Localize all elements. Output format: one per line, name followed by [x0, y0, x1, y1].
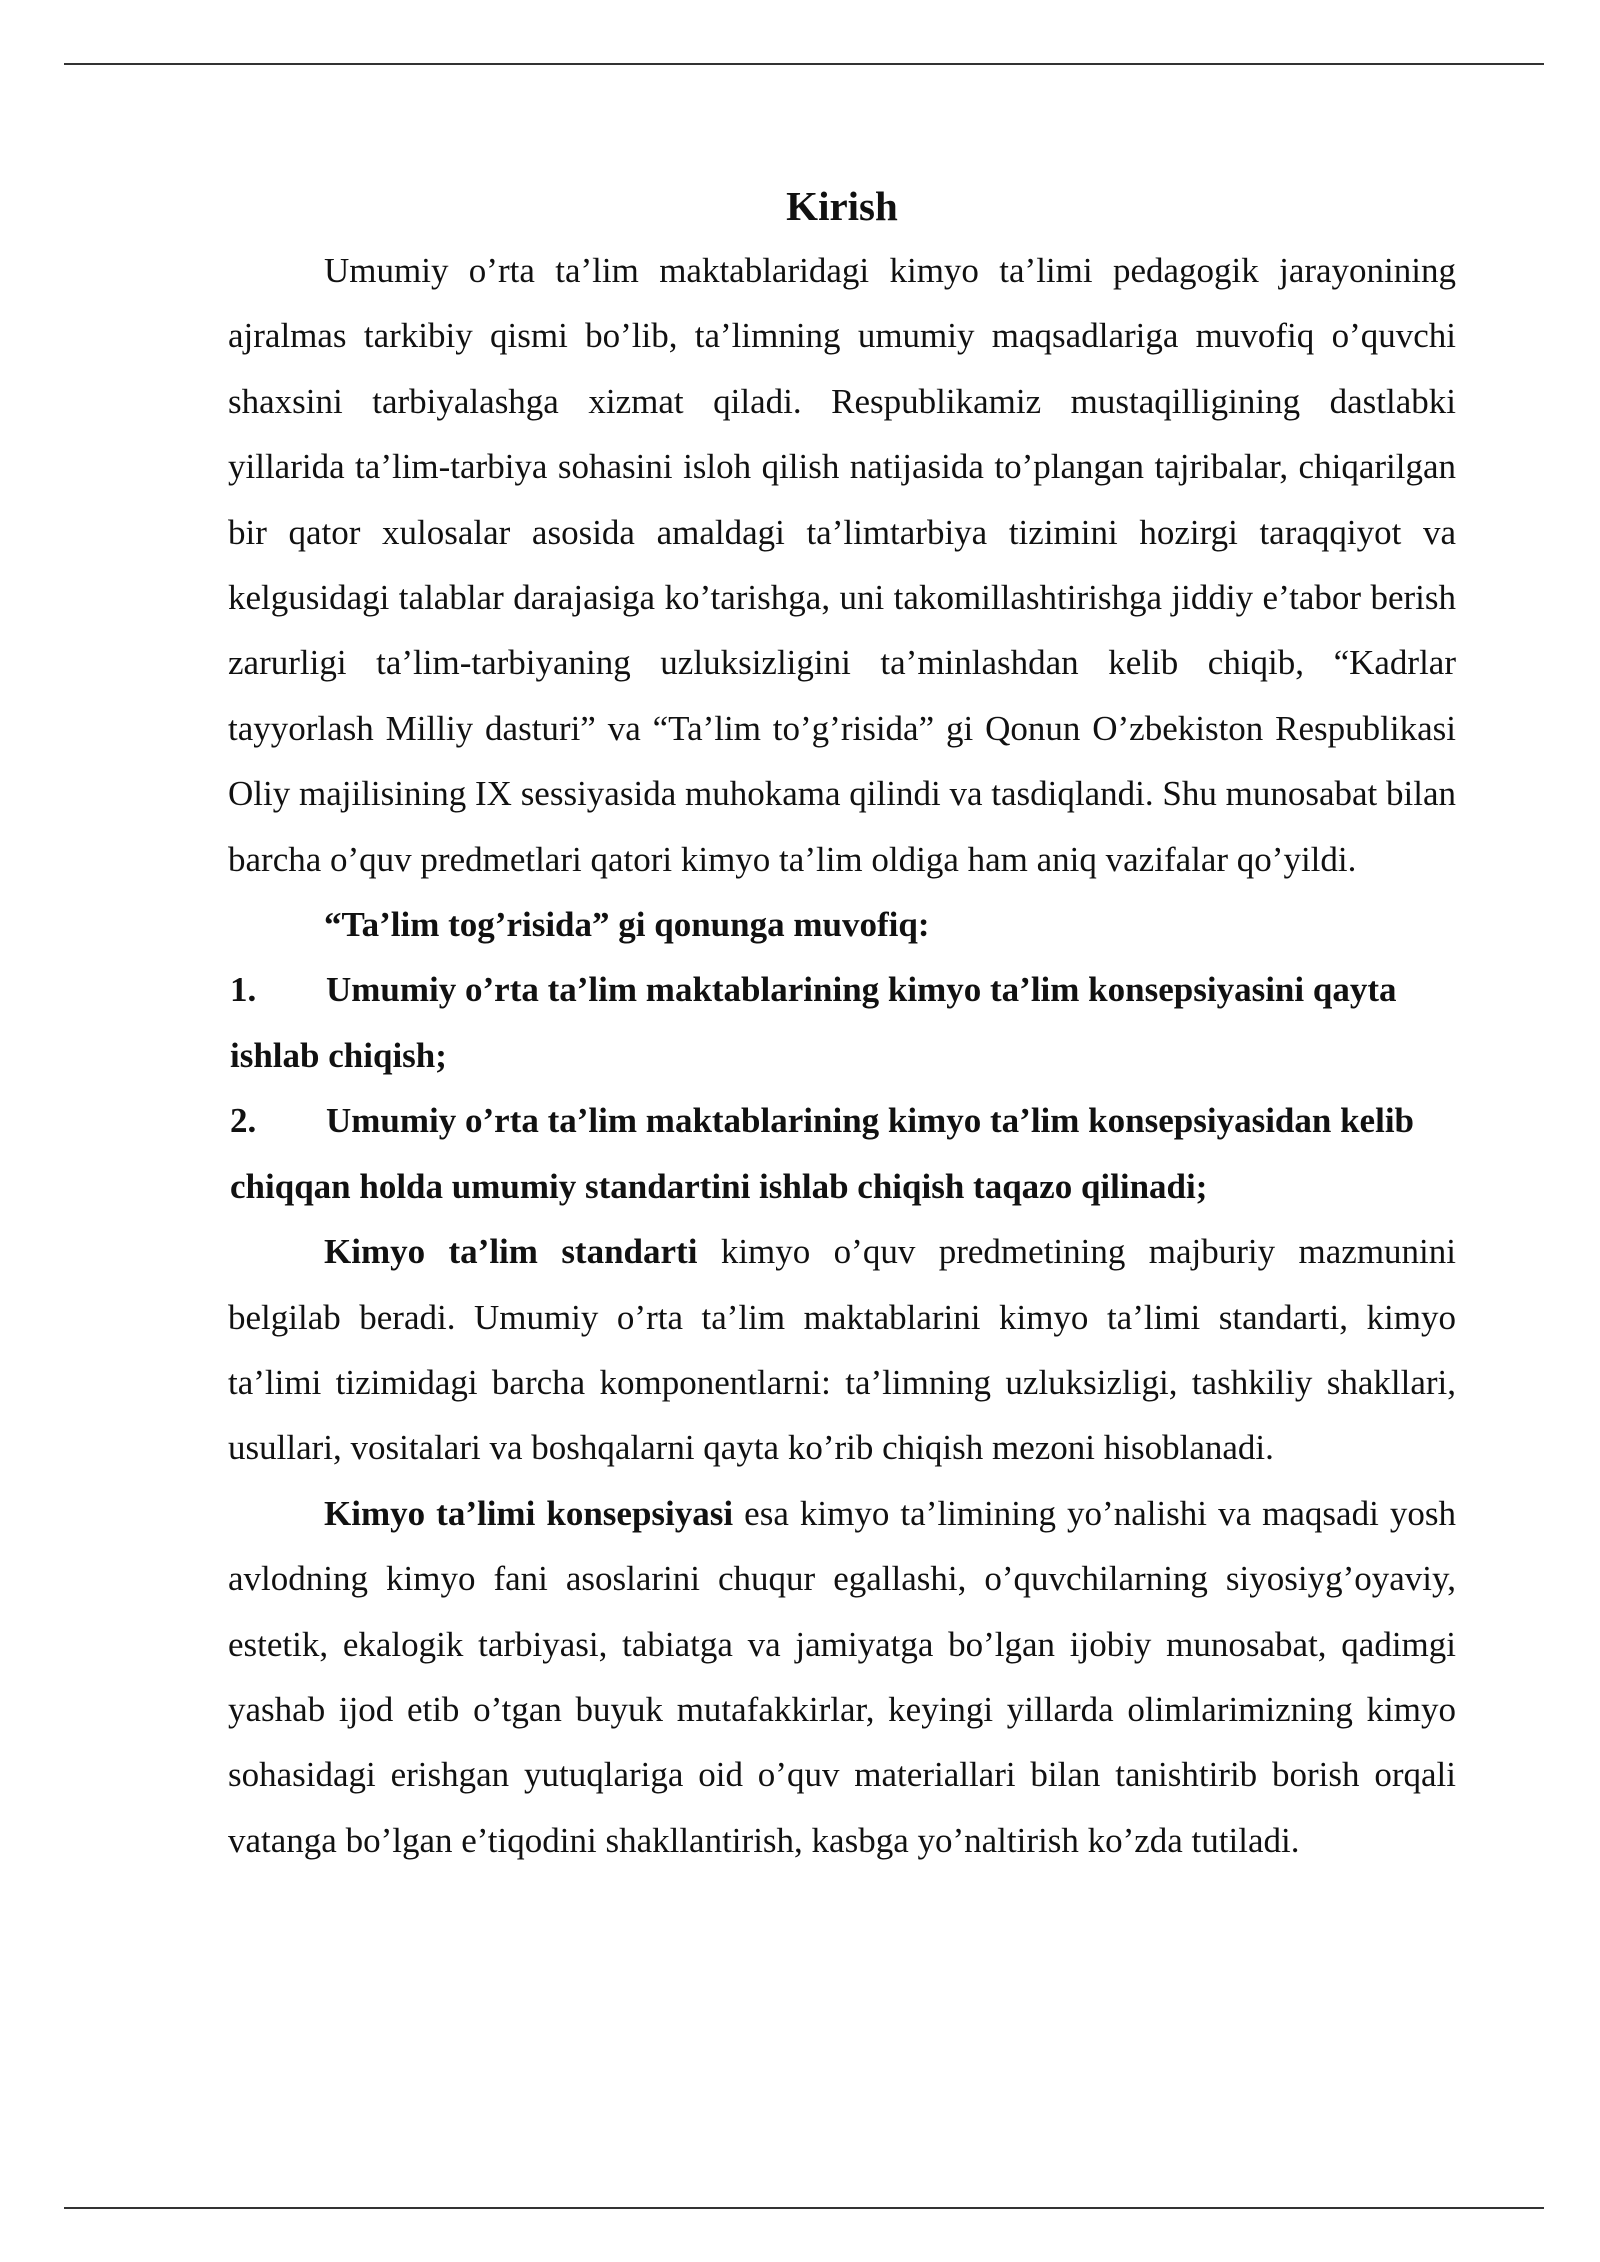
standard-term: Kimyo ta’lim standarti	[324, 1232, 698, 1272]
document-page	[228, 178, 1456, 1873]
list-text: Umumiy o’rta ta’lim maktablarining kimyo ta’lim konsepsiyasidan kelib chiqqan holda umumiy standartini ishlab chiqish taqazo qilinadi;	[230, 1101, 1415, 1206]
intro-paragraph: Umumiy o’rta ta’lim maktablaridagi kimyo ta’limi pedagogik jarayonining ajralmas tarkibiy qismi bo’lib, ta’limning umumiy maqsadlariga muvofiq o’quvchi shaxsini tarbiyalashga xizmat qiladi. Respublikamiz mustaqilligining dastlabki yillarida ta’lim-tarbiya sohasini isloh qilish natijasida to’plangan tajribalar, chiqarilgan bir qator xulosalar asosida amaldagi ta’limtarbiya tizimini hozirgi taraqqiyot va kelgusidagi talablar darajasiga ko’tarishga, uni takomillashtirishga jiddiy e’tabor berish zarurligi ta’lim-tarbiyaning uzluksizligini ta’minlashdan kelib chiqib, “Kadrlar tayyorlash Milliy dasturi” va “Ta’lim to’g’risida” gi Qonun O’zbekiston Respublikasi Oliy majilisining IX sessiyasida muhokama qilindi va tasdiqlandi. Shu munosabat bilan barcha o’quv predmetlari qatori kimyo ta’lim oldiga ham aniq vazifalar qo’yildi.	[228, 251, 1456, 879]
list-item	[228, 1088, 1456, 1219]
footer-rule	[64, 2207, 1544, 2209]
standard-paragraph	[228, 1219, 1456, 1481]
list-text: Umumiy o’rta ta’lim maktablarining kimyo ta’lim konsepsiyasini qayta ishlab chiqish;	[230, 970, 1397, 1075]
concept-paragraph	[228, 1481, 1456, 1873]
law-heading: “Ta’lim tog’risida” gi qonunga muvofiq:	[324, 905, 930, 945]
list-number: 2.	[230, 1101, 257, 1141]
page-title: Kirish	[786, 183, 898, 229]
concept-text: esa kimyo ta’limining yo’nalishi va maqsadi yosh avlodning kimyo fani asoslarini chuqur egallashi, o’quvchilarning siyosiyg’oyaviy, estetik, ekalogik tarbiyasi, tabiatga va jamiyatga bo’lgan ijobiy munosabat, qadimgi yashab ijod etib o’tgan buyuk mutafakkirlar, keyingi yillarda olimlarimizning kimyo sohasidagi erishgan yutuqlariga oid o’quv materiallari bilan tanishtirib borish orqali vatanga bo’lgan e’tiqodini shakllantirish, kasbga yo’naltirish ko’zda tutiladi.	[228, 1493, 1456, 1860]
standard-text: kimyo o’quv predmetining majburiy mazmunini belgilab beradi. Umumiy o’rta ta’lim maktablarini kimyo ta’limi standarti, kimyo ta’limi tizimidagi barcha komponentlarni: ta’limning uzluksizligi, tashkiliy shakllari, usullari, vositalari va boshqalarni qayta ko’rib chiqish mezoni hisoblanadi.	[228, 1232, 1456, 1468]
list-item	[228, 957, 1456, 1088]
list-number: 1.	[230, 970, 257, 1010]
header-rule	[64, 63, 1544, 65]
concept-term: Kimyo ta’limi konsepsiyasi	[324, 1493, 734, 1533]
